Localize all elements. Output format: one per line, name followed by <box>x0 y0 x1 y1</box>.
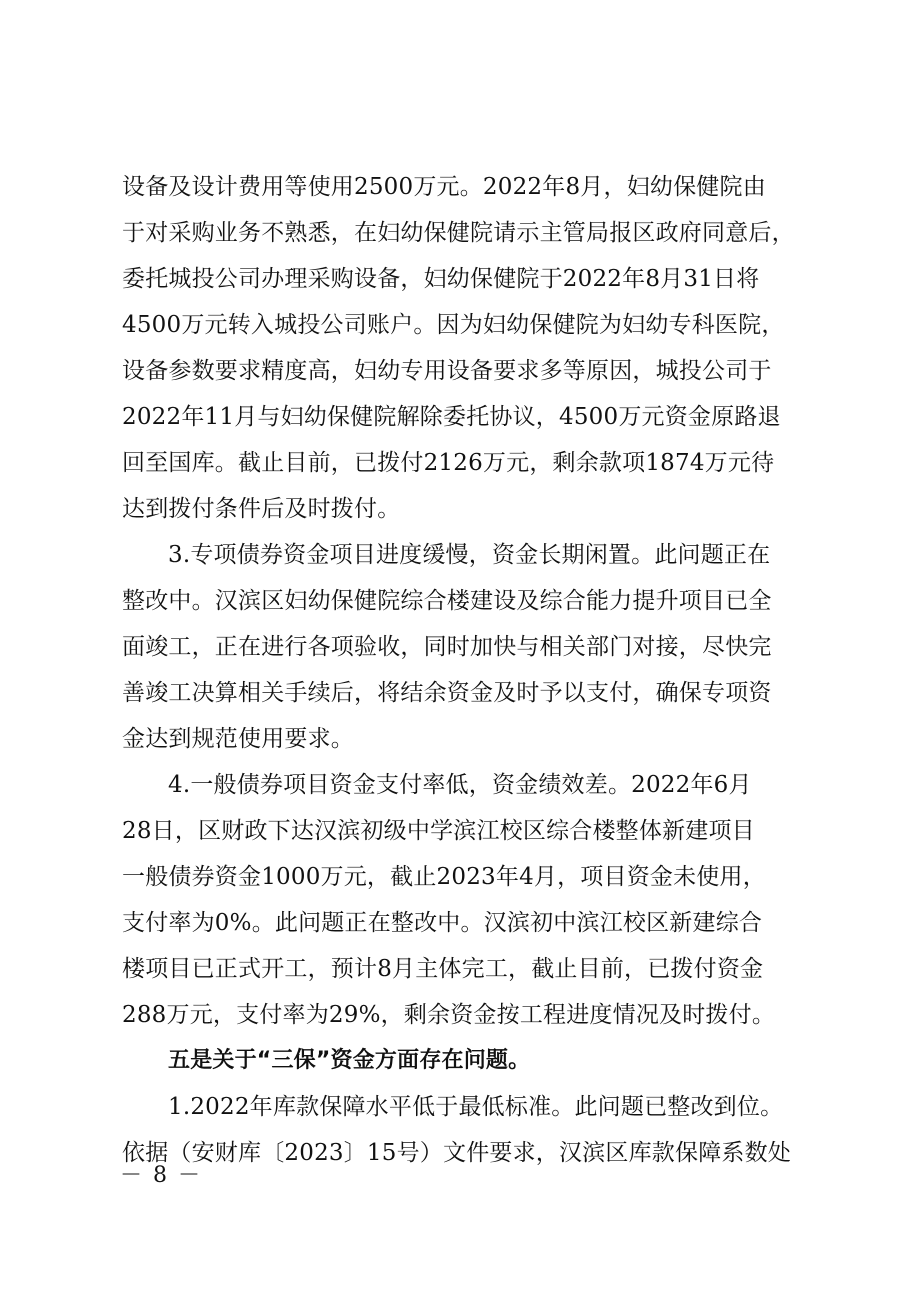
text-line: 2022年11月与妇幼保健院解除委托协议，4500万元资金原路退 <box>122 404 781 430</box>
text-line: 善竣工决算相关手续后，将结余资金及时予以支付，确保专项资 <box>122 680 772 706</box>
text-line: 委托城投公司办理采购设备，妇幼保健院于2022年8月31日将 <box>122 266 760 292</box>
text-line: 整改中。汉滨区妇幼保健院综合楼建设及综合能力提升项目已全 <box>122 588 772 614</box>
text-line: 设备及设计费用等使用2500万元。2022年8月，妇幼保健院由 <box>122 174 766 200</box>
text-line: 面竣工，正在进行各项验收，同时加快与相关部门对接，尽快完 <box>122 634 772 660</box>
text-line: 4500万元转入城投公司账户。因为妇幼保健院为妇幼专科医院， <box>122 312 785 338</box>
paragraph-1-first-line: 1.2022年库款保障水平低于最低标准。此问题已整改到位。 <box>168 1094 784 1120</box>
document-body <box>122 164 798 1176</box>
text-line: 于对采购业务不熟悉，在妇幼保健院请示主管局报区政府同意后， <box>122 220 795 246</box>
page-number: － 8 － <box>120 1163 202 1188</box>
text-line: 支付率为0%。此问题正在整改中。汉滨初中滨江校区新建综合 <box>122 910 763 936</box>
text-line: 回至国库。截止目前，已拨付2126万元，剩余款项1874万元待 <box>122 450 775 476</box>
paragraph-3-first-line: 3.专项债券资金项目进度缓慢，资金长期闲置。此问题正在 <box>168 542 771 568</box>
section-heading: 五是关于“三保”资金方面存在问题。 <box>168 1048 531 1073</box>
text-line: 28日，区财政下达汉滨初级中学滨江校区综合楼整体新建项目 <box>122 818 755 844</box>
paragraph-4-first-line: 4.一般债券项目资金支付率低，资金绩效差。2022年6月 <box>168 772 752 798</box>
text-line: 一般债券资金1000万元，截止2023年4月，项目资金未使用， <box>122 864 766 890</box>
text-line: 288万元，支付率为29%，剩余资金按工程进度情况及时拨付。 <box>122 1002 776 1028</box>
text-line: 金达到规范使用要求。 <box>122 726 354 752</box>
text-line: 依据（安财库〔2023〕15号）文件要求，汉滨区库款保障系数处 <box>122 1140 791 1166</box>
text-line: 楼项目已正式开工，预计8月主体完工，截止目前，已拨付资金 <box>122 956 764 982</box>
text-line: 设备参数要求精度高，妇幼专用设备要求多等原因，城投公司于 <box>122 358 772 384</box>
text-line: 达到拨付条件后及时拨付。 <box>122 496 401 522</box>
